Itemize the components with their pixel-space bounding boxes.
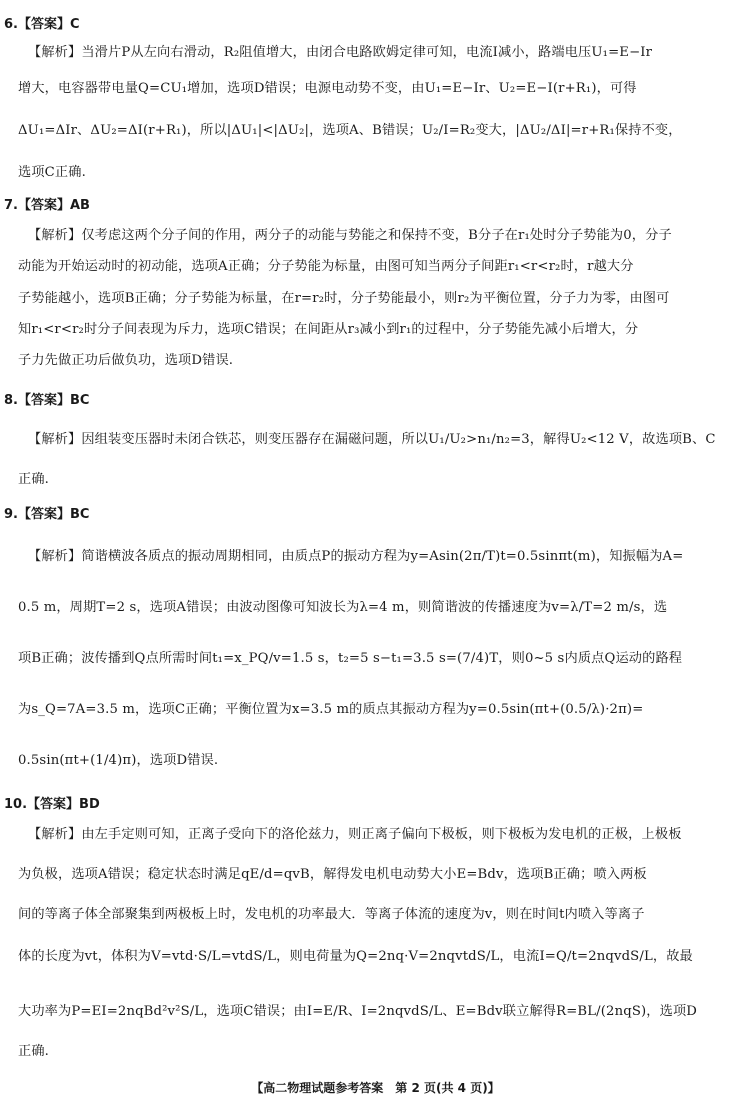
q9-line-2: 0.5 m，周期T=2 s，选项A错误；由波动图像可知波长为λ=4 m，则简谐波的传播速度为v=λ/T=2 m/s，选: [18, 600, 668, 615]
q7-line-3: 子势能越小，选项B正确；分子势能为标量，在r=r₂时，分子势能最小，则r₂为平衡位置，分子力为零，由图可: [18, 291, 670, 306]
q10-line-1: 【解析】由左手定则可知，正离子受向下的洛伦兹力，则正离子偏向下极板，则下极板为发电机的正极，上极板: [28, 827, 682, 842]
q6-line-3: ΔU₁=ΔIr、ΔU₂=ΔI(r+R₁)，所以|ΔU₁|<|ΔU₂|，选项A、B错误；U₂/I=R₂变大，|ΔU₂/ΔI|=r+R₁保持不变，: [18, 123, 682, 138]
q6-line-1: 【解析】当滑片P从左向右滑动，R₂阻值增大，由闭合电路欧姆定律可知，电流I减小，路端电压U₁=E−Ir: [28, 45, 653, 60]
q6-line-4: 选项C正确.: [18, 165, 86, 180]
q10-line-6: 正确.: [18, 1044, 50, 1059]
q9-line-5: 0.5sin(πt+(1/4)π)，选项D错误.: [18, 753, 219, 768]
q7-line-2: 动能为开始运动时的初动能，选项A正确；分子势能为标量，由图可知当两分子间距r₁<r<r₂时，r越大分: [18, 259, 634, 274]
q10-answer-label: 10.【答案】BD: [4, 797, 100, 812]
q10-line-4: 体的长度为vt，体积为V=vtd·S/L=vtdS/L，则电荷量为Q=2nq·V=2nqvtdS/L，电流I=Q/t=2nqvdS/L，故最: [18, 949, 693, 964]
q6-answer-label: 6.【答案】C: [4, 17, 80, 32]
page-footer: 【高二物理试题参考答案 第 2 页(共 4 页)】: [251, 1081, 500, 1095]
q7-line-4: 知r₁<r<r₂时分子间表现为斥力，选项C错误；在间距从r₃减小到r₁的过程中，分子势能先减小后增大，分: [18, 322, 639, 337]
q9-line-3: 项B正确；波传播到Q点所需时间t₁=x_PQ/v=1.5 s，t₂=5 s−t₁=3.5 s=(7/4)T，则0~5 s内质点Q运动的路程: [18, 651, 683, 666]
q9-line-1: 【解析】简谐横波各质点的振动周期相同，由质点P的振动方程为y=Asin(2π/T)t=0.5sinπt(m)，知振幅为A=: [28, 549, 684, 564]
q8-line-1: 【解析】因组装变压器时未闭合铁芯，则变压器存在漏磁问题，所以U₁/U₂>n₁/n₂=3，解得U₂<12 V，故选项B、C: [28, 432, 716, 447]
q7-line-1: 【解析】仅考虑这两个分子间的作用，两分子的动能与势能之和保持不变，B分子在r₁处时分子势能为0，分子: [28, 228, 672, 243]
q9-answer-label: 9.【答案】BC: [4, 507, 90, 522]
q6-line-2: 增大，电容器带电量Q=CU₁增加，选项D错误；电源电动势不变，由U₁=E−Ir、U₂=E−I(r+R₁)，可得: [18, 81, 637, 96]
q10-line-3: 间的等离子体全部聚集到两极板上时，发电机的功率最大．等离子体流的速度为v，则在时间t内喷入等离子: [18, 907, 645, 922]
q9-line-4: 为s_Q=7A=3.5 m，选项C正确；平衡位置为x=3.5 m的质点其振动方程为y=0.5sin(πt+(0.5/λ)·2π)=: [18, 702, 644, 717]
q8-answer-label: 8.【答案】BC: [4, 393, 90, 408]
q7-answer-label: 7.【答案】AB: [4, 198, 90, 213]
q10-line-2: 为负极，选项A错误；稳定状态时满足qE/d=qvB，解得发电机电动势大小E=Bdv，选项B正确；喷入两板: [18, 867, 647, 882]
q8-line-2: 正确.: [18, 472, 50, 487]
q7-line-5: 子力先做正功后做负功，选项D错误.: [18, 353, 234, 368]
q10-line-5: 大功率为P=EI=2nqBd²v²S/L，选项C错误；由I=E/R、I=2nqvdS/L、E=Bdv联立解得R=BL/(2nqS)，选项D: [18, 1004, 698, 1019]
